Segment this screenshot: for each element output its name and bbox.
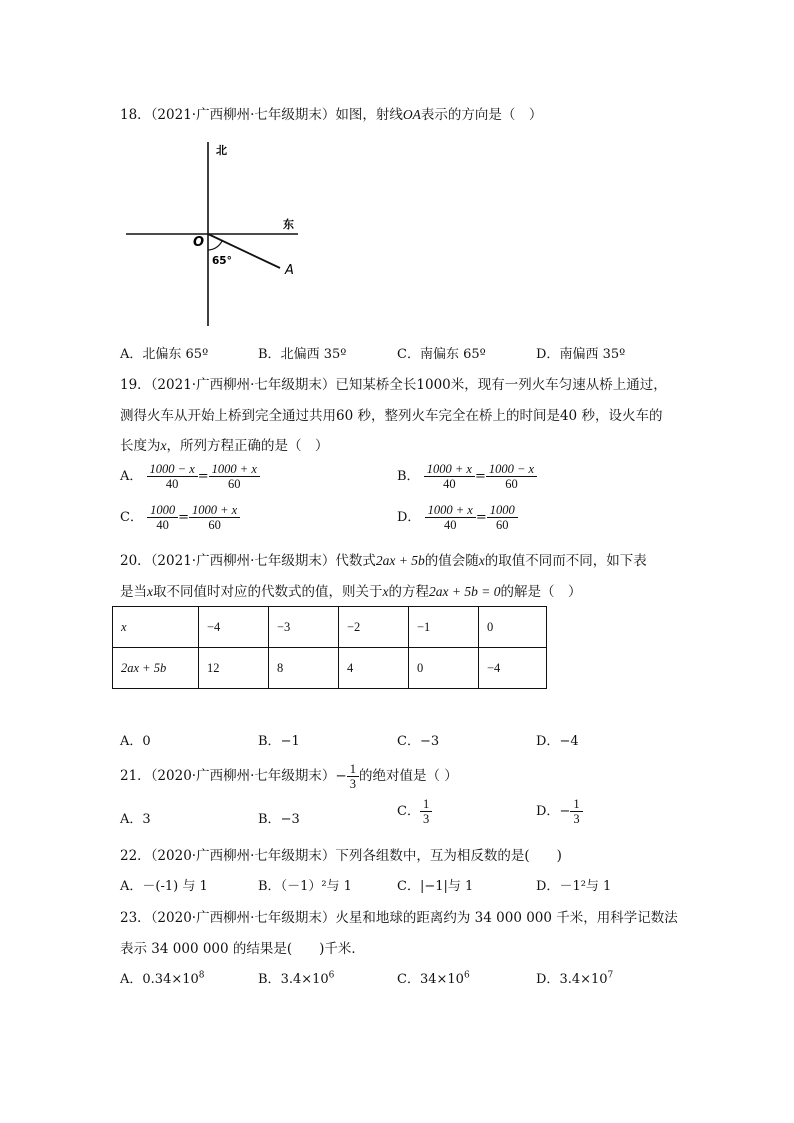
table-cell: 4 [339, 648, 409, 689]
numerator: 1 [347, 762, 359, 777]
q21-text: 的绝对值是（ ） [358, 768, 458, 784]
q20-text: 取不同值时对应的代数式的值，则关于 [153, 584, 383, 600]
numerator: 1 [570, 797, 582, 812]
fraction [147, 462, 198, 491]
q20-equation: 2ax + 5b = 0 [429, 584, 501, 599]
exponent: 6 [463, 970, 470, 981]
q23-option-c[interactable] [397, 968, 470, 987]
q20-text: 的值会随 [424, 553, 479, 569]
option-text: −3 [419, 734, 440, 749]
fraction [487, 503, 518, 532]
option-letter: D． [536, 734, 560, 749]
table-cell: 12 [199, 648, 269, 689]
option-letter: A． [120, 812, 143, 827]
option-letter: C． [397, 804, 420, 819]
q23-source: （2020·广西柳州·七年级期末） [150, 910, 336, 926]
denominator: 40 [443, 477, 456, 491]
q20-number: 20． [120, 553, 151, 569]
denominator: 3 [573, 812, 580, 826]
q21-option-a[interactable] [120, 808, 151, 827]
option-text: 南偏东 65º [419, 347, 486, 362]
q21-number: 21． [120, 768, 151, 784]
q23-text: 火星和地球的距离约为 34 000 000 千米，用科学记数法 [335, 910, 678, 926]
q19-option-d[interactable] [397, 503, 518, 532]
numerator: 1 [420, 797, 432, 812]
q23-number: 23． [120, 910, 151, 926]
option-text: −3 [280, 812, 300, 827]
q20-variable: x [478, 553, 485, 568]
option-letter: A． [120, 972, 143, 987]
q18-option-c[interactable] [397, 343, 486, 362]
q20-option-c[interactable] [397, 730, 439, 749]
q19-source: （2021·广西柳州·七年级期末） [150, 377, 336, 393]
option-text: 3.4×10 [280, 972, 329, 987]
option-text: （－1）²与 1 [280, 879, 352, 894]
numerator: 1000 + x [424, 462, 475, 477]
denominator: 40 [156, 518, 169, 532]
option-letter: A． [120, 347, 143, 362]
option-text: 0 [142, 734, 151, 749]
q23-line-2: 表示 34 000 000 的结果是( )千米． [120, 941, 365, 957]
denominator: 40 [165, 477, 179, 491]
numerator: 1000 + x [189, 503, 240, 518]
fraction [147, 503, 178, 532]
option-text: 0.34×10 [142, 972, 199, 987]
option-letter: C． [397, 972, 420, 987]
q19-option-c[interactable] [120, 503, 240, 532]
table-cell: 0 [409, 648, 479, 689]
option-text: 3.4×10 [559, 972, 608, 987]
denominator: 3 [349, 777, 356, 791]
q20-value-table [112, 606, 547, 689]
numerator: 1000 [147, 503, 178, 518]
option-text: 南偏西 35º [559, 347, 626, 362]
table-cell: 0 [479, 607, 547, 648]
table-cell: −3 [269, 607, 339, 648]
q21-option-b[interactable] [258, 808, 300, 827]
fraction [424, 462, 475, 491]
fraction [189, 503, 240, 532]
q19-option-a[interactable] [120, 462, 260, 491]
q19-number: 19． [120, 377, 151, 393]
q20-text: 的取值不同而不同，如下表 [484, 553, 647, 569]
q19-text: 长度为 [120, 438, 161, 454]
q18-ray: OA [402, 107, 421, 122]
numerator: 1000 − x [486, 462, 537, 477]
option-text: 34×10 [419, 972, 464, 987]
q20-text: 代数式 [335, 553, 376, 569]
q18-stem [120, 103, 542, 123]
option-letter: D． [536, 347, 560, 362]
option-letter: A． [120, 879, 143, 894]
denominator: 60 [228, 477, 241, 491]
fraction [347, 762, 359, 791]
east-label: 东 [283, 218, 294, 231]
option-letter: B． [397, 469, 420, 484]
fraction [570, 797, 582, 826]
origin-label: O [193, 235, 205, 250]
q22-source: （2020·广西柳州·七年级期末） [150, 848, 336, 864]
q22-number: 22． [120, 848, 151, 864]
q19-line-1 [120, 373, 667, 393]
q20-variable: x [147, 584, 153, 599]
table-row [113, 607, 547, 648]
table-cell: −1 [409, 607, 479, 648]
denominator: 60 [208, 518, 221, 532]
table-cell: −2 [339, 607, 409, 648]
option-text: －1²与 1 [559, 879, 612, 894]
q20-line-1 [120, 549, 647, 569]
denominator: 40 [443, 518, 457, 532]
numerator: 1000 [487, 503, 518, 518]
exponent: 7 [607, 970, 614, 981]
q20-expression: 2ax + 5b [375, 553, 425, 568]
exponent: 6 [328, 970, 335, 981]
option-letter: D． [536, 972, 560, 987]
angle-label: 65° [212, 255, 232, 267]
q19-text: ，所列方程正确的是（ ） [166, 438, 329, 454]
denominator: 60 [495, 518, 509, 532]
q21-option-c[interactable] [397, 797, 432, 826]
q22-option-a[interactable] [120, 875, 208, 894]
option-letter: C． [397, 347, 420, 362]
q20-option-a[interactable] [120, 730, 151, 749]
option-letter: A． [120, 469, 143, 484]
q20-option-d[interactable] [536, 730, 579, 749]
option-text: 北偏西 35º [280, 347, 347, 362]
q22-stem [120, 844, 562, 864]
fraction [420, 797, 432, 826]
q21-source: （2020·广西柳州·七年级期末） [150, 768, 336, 784]
numerator: 1000 − x [147, 462, 198, 477]
exponent: 8 [198, 970, 205, 981]
table-cell: 2ax + 5b [113, 648, 199, 689]
q20-line-2 [120, 580, 581, 600]
option-letter: B． [258, 347, 281, 362]
option-letter: D． [536, 879, 560, 894]
option-letter: B． [258, 972, 281, 987]
q22-option-c[interactable] [397, 875, 473, 894]
option-text: －(-1) 与 1 [142, 879, 208, 894]
q20-source: （2021·广西柳州·七年级期末） [150, 553, 336, 569]
q18-option-b[interactable] [258, 343, 346, 362]
q20-variable: x [382, 584, 389, 599]
denominator: 60 [505, 477, 518, 491]
option-letter: B． [258, 879, 281, 894]
q20-option-b[interactable] [258, 730, 300, 749]
q23-option-d[interactable] [536, 968, 613, 987]
table-cell: 8 [269, 648, 339, 689]
option-text: −4 [559, 734, 579, 749]
q21-option-d[interactable] [536, 797, 583, 826]
q23-line-1 [120, 906, 678, 926]
minus-sign: − [559, 804, 571, 819]
denominator: 3 [422, 812, 430, 826]
table-cell: −4 [199, 607, 269, 648]
table-cell: −4 [479, 648, 547, 689]
north-label: 北 [216, 144, 227, 157]
q18-text-b: 表示的方向是（ ） [420, 107, 543, 123]
q18-option-a[interactable] [120, 343, 208, 362]
equals-sign: = [178, 510, 189, 525]
option-letter: C． [397, 879, 420, 894]
q23-option-b[interactable] [258, 968, 334, 987]
q19-variable: x [160, 438, 167, 453]
option-letter: B． [258, 812, 281, 827]
option-letter: B． [258, 734, 281, 749]
equals-sign: = [197, 469, 209, 484]
q18-direction-figure [120, 138, 310, 330]
option-letter: C． [397, 734, 420, 749]
q22-option-d[interactable] [536, 875, 611, 894]
q21-stem [120, 762, 458, 791]
equals-sign: = [475, 510, 487, 525]
q18-source: （2021·广西柳州·七年级期末） [150, 107, 336, 123]
fraction [209, 462, 260, 491]
q23-option-a[interactable] [120, 968, 205, 987]
option-text: −1 [280, 734, 300, 749]
fraction [486, 462, 537, 491]
minus-sign: − [335, 768, 347, 784]
equals-sign: = [474, 469, 486, 484]
q19-option-b[interactable] [397, 462, 537, 491]
option-text: 北偏东 65º [142, 347, 209, 362]
q20-text: 是当 [120, 584, 147, 600]
numerator: 1000 + x [209, 462, 260, 477]
q20-text: 的解是（ ） [500, 584, 582, 600]
q22-text: 下列各组数中，互为相反数的是( ) [335, 848, 562, 864]
option-letter: D． [397, 510, 421, 525]
q18-text-a: 如图，射线 [335, 107, 403, 123]
option-text: |−1|与 1 [419, 879, 474, 894]
q20-text: 的方程 [388, 584, 429, 600]
q22-option-b[interactable] [258, 875, 352, 894]
q18-option-d[interactable] [536, 343, 625, 362]
table-row [113, 648, 547, 689]
option-text: 3 [142, 812, 151, 827]
q19-line-3 [120, 434, 329, 454]
numerator: 1000 + x [425, 503, 476, 518]
angle-arc [208, 241, 222, 250]
q18-number: 18． [120, 107, 151, 123]
point-a-label: A [285, 263, 294, 278]
option-letter: C． [120, 510, 143, 525]
q19-line-2: 测得火车从开始上桥到完全通过共用60 秒，整列火车完全在桥上的时间是40 秒，设火车的 [120, 408, 663, 424]
option-letter: D． [536, 804, 560, 819]
option-letter: A． [120, 734, 143, 749]
q19-text: 已知某桥全长1000米，现有一列火车匀速从桥上通过， [335, 377, 667, 393]
fraction [425, 503, 476, 532]
table-cell: x [113, 607, 199, 648]
